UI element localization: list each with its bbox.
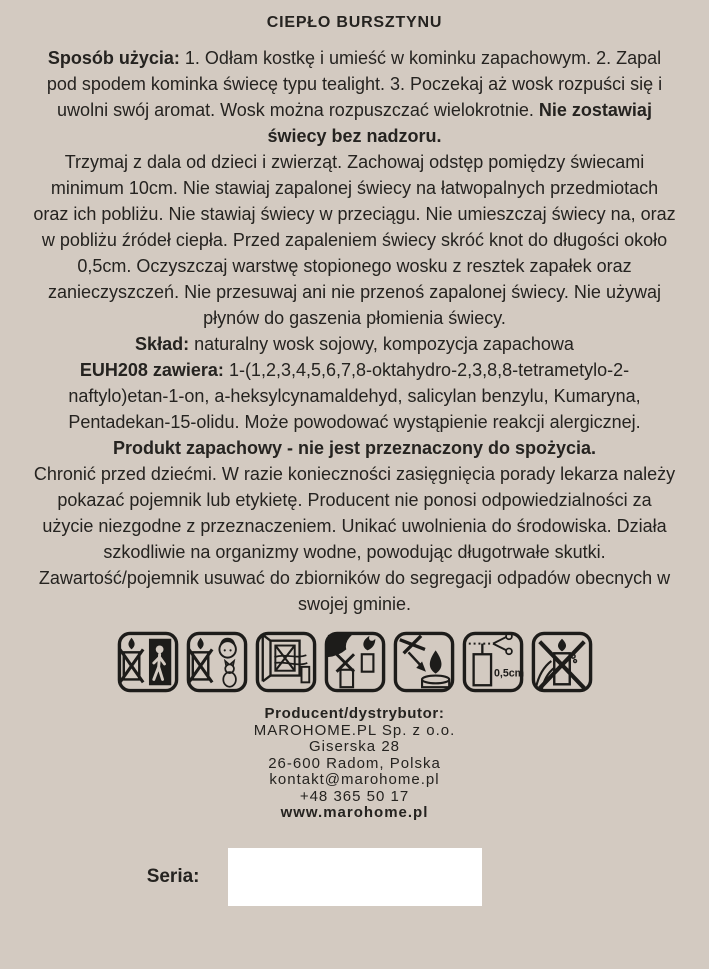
keep-away-flammables-icon xyxy=(324,631,386,693)
avoid-drafts-icon xyxy=(255,631,317,693)
keep-away-children-pets-icon xyxy=(186,631,248,693)
series-value-box xyxy=(228,848,482,906)
page-title: CIEPŁO BURSZTYNU xyxy=(266,14,443,31)
hazard-statement: Chronić przed dziećmi. W razie konieczności zasięgnięcia porady lekarza należy pokazać pojemnik lub etykietę. Producent nie ponosi odpowiedzialności za użycie niezgodne z przeznaczeniem. Unikać uwolnienia do środowiska. Działa szkodliwie na organizmy wodne, powodując długotrwałe skutki. Zawartość/pojemnik usuwać do zbiorników do segregacji odpadów obecnych w swojej gminie. xyxy=(33,464,681,614)
producer-phone: +48 365 50 17 xyxy=(299,787,410,805)
trim-wick-measurement: 0,5cm xyxy=(493,667,524,680)
no-unattended-candle-icon xyxy=(117,631,179,693)
no-moving-burning-candle-icon xyxy=(531,631,593,693)
producer-heading: Producent/dystrybutor: xyxy=(264,705,445,722)
label-body-text xyxy=(32,45,681,617)
producer-street: Giserska 28 xyxy=(308,738,401,755)
producer-city: 26-600 Radom, Polska xyxy=(268,754,441,772)
euh208-statement: EUH208 zawiera: 1-(1,2,3,4,5,6,7,8-oktahydro-2,3,8,8-tetrametylo-2-naftylo)etan-1-on, a-heksylcynamaldehyd, salicylan benzylu, Kumaryna, Pentadekan-15-olidu. Może powodować wystąpienie reakcji alergicznej. xyxy=(68,360,646,432)
ingredients: Skład: naturalny wosk sojowy, kompozycja zapachowa xyxy=(135,334,574,354)
producer-website: www.marohome.pl xyxy=(280,804,429,821)
producer-company: MAROHOME.PL Sp. z o.o. xyxy=(253,721,456,739)
producer-block xyxy=(32,706,677,822)
keep-wax-pool-clear-icon xyxy=(393,631,455,693)
series-row xyxy=(146,848,482,906)
usage-instructions: Sposób użycia: 1. Odłam kostkę i umieść w kominku zapachowym. 2. Zapal pod spodem kominka świecę typu tealight. 3. Poczekaj aż wosk rozpuści się i uwolni swój aromat. Wosk można rozpuszczać wielokrotnie. Nie zostawiaj świecy bez nadzoru. xyxy=(46,48,668,146)
series-label: Seria: xyxy=(146,865,200,887)
producer-email: kontakt@marohome.pl xyxy=(269,771,440,788)
not-for-consumption-statement: Produkt zapachowy - nie jest przeznaczony do spożycia. xyxy=(112,438,597,458)
trim-wick-icon xyxy=(462,631,524,693)
safety-pictograms-row xyxy=(32,631,677,693)
safety-warnings: Trzymaj z dala od dzieci i zwierząt. Zachowaj odstęp pomiędzy świecami minimum 10cm. Nie stawiaj zapalonej świecy na łatwopalnych przedmiotach oraz ich pobliżu. Nie stawiaj świecy w przeciągu. Nie umieszczaj świecy na, oraz w pobliżu źródeł ciepła. Przed zapaleniem świecy skróć knot do długości około 0,5cm. Oczyszczaj warstwę stopionego wosku z resztek zapałek oraz zanieczyszczeń. Nie przesuwaj ani nie przenoś zapalonej świecy. Nie używaj płynów do gaszenia płomienia świecy. xyxy=(33,152,681,328)
